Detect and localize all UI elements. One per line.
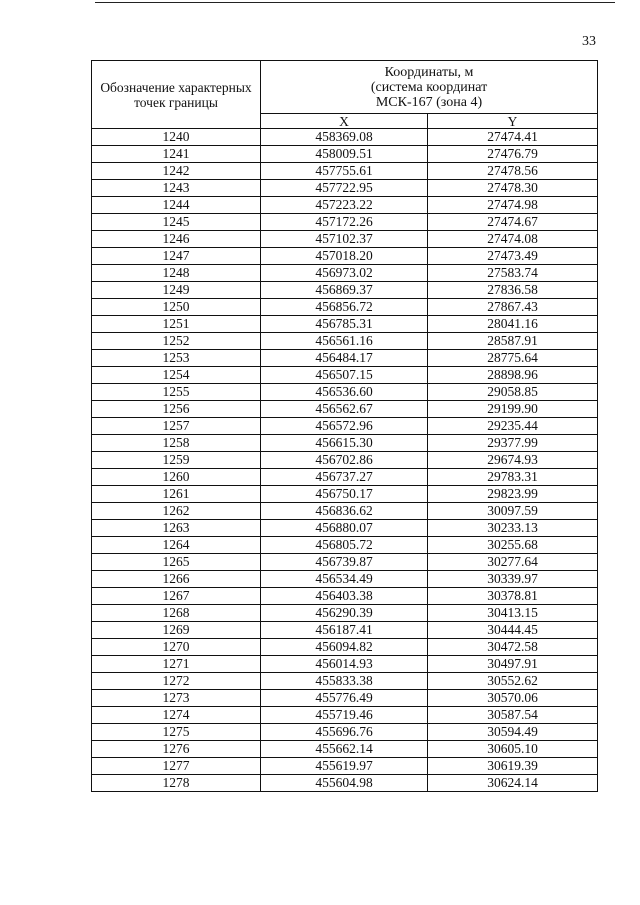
- y-coordinate-cell: 30277.64: [428, 554, 598, 571]
- point-id-cell: 1261: [92, 486, 261, 503]
- table-row: [92, 520, 598, 537]
- y-coordinate-cell: 29199.90: [428, 401, 598, 418]
- point-id-cell: 1263: [92, 520, 261, 537]
- y-coordinate-cell: 30605.10: [428, 741, 598, 758]
- x-coordinate-cell: 456484.17: [261, 350, 428, 367]
- point-id-cell: 1245: [92, 214, 261, 231]
- header-point-label: Обозначение характерных точек границы: [92, 61, 261, 129]
- y-coordinate-cell: 27478.56: [428, 163, 598, 180]
- x-coordinate-cell: 458009.51: [261, 146, 428, 163]
- table-body: [92, 129, 598, 792]
- point-id-cell: 1249: [92, 282, 261, 299]
- x-coordinate-cell: 458369.08: [261, 129, 428, 146]
- y-coordinate-cell: 28041.16: [428, 316, 598, 333]
- table-row: [92, 622, 598, 639]
- point-id-cell: 1260: [92, 469, 261, 486]
- header-coords-line2: (система координат: [370, 79, 488, 95]
- table-row: [92, 758, 598, 775]
- y-coordinate-cell: 30472.58: [428, 639, 598, 656]
- x-coordinate-cell: 455619.97: [261, 758, 428, 775]
- table-row: [92, 724, 598, 741]
- y-coordinate-cell: 30587.54: [428, 707, 598, 724]
- x-coordinate-cell: 456014.93: [261, 656, 428, 673]
- point-id-cell: 1272: [92, 673, 261, 690]
- y-coordinate-cell: 29674.93: [428, 452, 598, 469]
- point-id-cell: 1265: [92, 554, 261, 571]
- point-id-cell: 1258: [92, 435, 261, 452]
- table-row: [92, 571, 598, 588]
- table-row: [92, 690, 598, 707]
- point-id-cell: 1274: [92, 707, 261, 724]
- y-coordinate-cell: 30624.14: [428, 775, 598, 792]
- x-coordinate-cell: 456094.82: [261, 639, 428, 656]
- table-row: [92, 231, 598, 248]
- table-row: [92, 146, 598, 163]
- x-coordinate-cell: 456290.39: [261, 605, 428, 622]
- x-coordinate-cell: 456187.41: [261, 622, 428, 639]
- point-id-cell: 1259: [92, 452, 261, 469]
- x-coordinate-cell: 456572.96: [261, 418, 428, 435]
- y-coordinate-cell: 30378.81: [428, 588, 598, 605]
- x-coordinate-cell: 455833.38: [261, 673, 428, 690]
- point-id-cell: 1242: [92, 163, 261, 180]
- x-coordinate-cell: 456562.67: [261, 401, 428, 418]
- y-coordinate-cell: 27474.67: [428, 214, 598, 231]
- point-id-cell: 1243: [92, 180, 261, 197]
- y-coordinate-cell: 27583.74: [428, 265, 598, 282]
- x-coordinate-cell: 456869.37: [261, 282, 428, 299]
- y-coordinate-cell: 28898.96: [428, 367, 598, 384]
- x-coordinate-cell: 455662.14: [261, 741, 428, 758]
- table-row: [92, 384, 598, 401]
- y-coordinate-cell: 30444.45: [428, 622, 598, 639]
- point-id-cell: 1271: [92, 656, 261, 673]
- x-coordinate-cell: 456534.49: [261, 571, 428, 588]
- point-id-cell: 1270: [92, 639, 261, 656]
- point-id-cell: 1252: [92, 333, 261, 350]
- table-row: [92, 129, 598, 146]
- x-coordinate-cell: 455604.98: [261, 775, 428, 792]
- top-rule: [95, 2, 615, 3]
- y-coordinate-cell: 30570.06: [428, 690, 598, 707]
- x-coordinate-cell: 455719.46: [261, 707, 428, 724]
- table-row: [92, 163, 598, 180]
- y-coordinate-cell: 27474.41: [428, 129, 598, 146]
- x-coordinate-cell: 456856.72: [261, 299, 428, 316]
- table-row: [92, 656, 598, 673]
- x-coordinate-cell: 457172.26: [261, 214, 428, 231]
- point-id-cell: 1267: [92, 588, 261, 605]
- point-id-cell: 1250: [92, 299, 261, 316]
- point-id-cell: 1251: [92, 316, 261, 333]
- x-coordinate-cell: 456880.07: [261, 520, 428, 537]
- x-coordinate-cell: 456507.15: [261, 367, 428, 384]
- table-row: [92, 452, 598, 469]
- x-coordinate-cell: 456836.62: [261, 503, 428, 520]
- table-row: [92, 469, 598, 486]
- table-row: [92, 673, 598, 690]
- y-coordinate-cell: 27836.58: [428, 282, 598, 299]
- point-id-cell: 1276: [92, 741, 261, 758]
- header-y: Y: [428, 114, 598, 129]
- x-coordinate-cell: 456702.86: [261, 452, 428, 469]
- table-row: [92, 418, 598, 435]
- table-row: [92, 197, 598, 214]
- point-id-cell: 1246: [92, 231, 261, 248]
- table-row: [92, 316, 598, 333]
- point-id-cell: 1266: [92, 571, 261, 588]
- table-row: [92, 435, 598, 452]
- header-coords-label: [261, 61, 598, 114]
- y-coordinate-cell: 30619.39: [428, 758, 598, 775]
- table-row: [92, 741, 598, 758]
- point-id-cell: 1278: [92, 775, 261, 792]
- y-coordinate-cell: 30097.59: [428, 503, 598, 520]
- point-id-cell: 1256: [92, 401, 261, 418]
- point-id-cell: 1247: [92, 248, 261, 265]
- point-id-cell: 1255: [92, 384, 261, 401]
- x-coordinate-cell: 456403.38: [261, 588, 428, 605]
- y-coordinate-cell: 28587.91: [428, 333, 598, 350]
- x-coordinate-cell: 456536.60: [261, 384, 428, 401]
- table-row: [92, 299, 598, 316]
- point-id-cell: 1254: [92, 367, 261, 384]
- table-row: [92, 588, 598, 605]
- coordinates-table: [91, 60, 598, 792]
- table-row: [92, 180, 598, 197]
- point-id-cell: 1248: [92, 265, 261, 282]
- point-id-cell: 1262: [92, 503, 261, 520]
- point-id-cell: 1273: [92, 690, 261, 707]
- y-coordinate-cell: 29235.44: [428, 418, 598, 435]
- table-row: [92, 333, 598, 350]
- table-row: [92, 401, 598, 418]
- table-row: [92, 282, 598, 299]
- point-id-cell: 1277: [92, 758, 261, 775]
- point-id-cell: 1241: [92, 146, 261, 163]
- table-row: [92, 367, 598, 384]
- point-id-cell: 1268: [92, 605, 261, 622]
- x-coordinate-cell: 455776.49: [261, 690, 428, 707]
- y-coordinate-cell: 29823.99: [428, 486, 598, 503]
- table-row: [92, 537, 598, 554]
- y-coordinate-cell: 27867.43: [428, 299, 598, 316]
- table-row: [92, 248, 598, 265]
- table-row: [92, 775, 598, 792]
- x-coordinate-cell: 457755.61: [261, 163, 428, 180]
- y-coordinate-cell: 27474.98: [428, 197, 598, 214]
- table-row: [92, 707, 598, 724]
- x-coordinate-cell: 457102.37: [261, 231, 428, 248]
- x-coordinate-cell: 456561.16: [261, 333, 428, 350]
- point-id-cell: 1240: [92, 129, 261, 146]
- x-coordinate-cell: 456973.02: [261, 265, 428, 282]
- x-coordinate-cell: 456739.87: [261, 554, 428, 571]
- table-row: [92, 639, 598, 656]
- x-coordinate-cell: 457223.22: [261, 197, 428, 214]
- y-coordinate-cell: 29058.85: [428, 384, 598, 401]
- table-row: [92, 214, 598, 231]
- x-coordinate-cell: 456785.31: [261, 316, 428, 333]
- y-coordinate-cell: 27478.30: [428, 180, 598, 197]
- y-coordinate-cell: 30497.91: [428, 656, 598, 673]
- header-coords-line1: Координаты, м: [384, 64, 474, 80]
- y-coordinate-cell: 30552.62: [428, 673, 598, 690]
- table-row: [92, 350, 598, 367]
- x-coordinate-cell: 457722.95: [261, 180, 428, 197]
- page-number: 33: [582, 34, 596, 49]
- y-coordinate-cell: 29783.31: [428, 469, 598, 486]
- y-coordinate-cell: 28775.64: [428, 350, 598, 367]
- y-coordinate-cell: 29377.99: [428, 435, 598, 452]
- point-id-cell: 1269: [92, 622, 261, 639]
- table-row: [92, 503, 598, 520]
- table-row: [92, 265, 598, 282]
- x-coordinate-cell: 456750.17: [261, 486, 428, 503]
- y-coordinate-cell: 27474.08: [428, 231, 598, 248]
- x-coordinate-cell: 455696.76: [261, 724, 428, 741]
- y-coordinate-cell: 27473.49: [428, 248, 598, 265]
- table-row: [92, 486, 598, 503]
- y-coordinate-cell: 30413.15: [428, 605, 598, 622]
- point-id-cell: 1244: [92, 197, 261, 214]
- y-coordinate-cell: 30255.68: [428, 537, 598, 554]
- point-id-cell: 1257: [92, 418, 261, 435]
- y-coordinate-cell: 30339.97: [428, 571, 598, 588]
- table-row: [92, 554, 598, 571]
- point-id-cell: 1264: [92, 537, 261, 554]
- x-coordinate-cell: 457018.20: [261, 248, 428, 265]
- point-id-cell: 1253: [92, 350, 261, 367]
- x-coordinate-cell: 456737.27: [261, 469, 428, 486]
- y-coordinate-cell: 30594.49: [428, 724, 598, 741]
- header-x: X: [261, 114, 428, 129]
- header-coords-line3: МСК-167 (зона 4): [375, 94, 483, 110]
- table-row: [92, 605, 598, 622]
- x-coordinate-cell: 456805.72: [261, 537, 428, 554]
- point-id-cell: 1275: [92, 724, 261, 741]
- y-coordinate-cell: 27476.79: [428, 146, 598, 163]
- y-coordinate-cell: 30233.13: [428, 520, 598, 537]
- x-coordinate-cell: 456615.30: [261, 435, 428, 452]
